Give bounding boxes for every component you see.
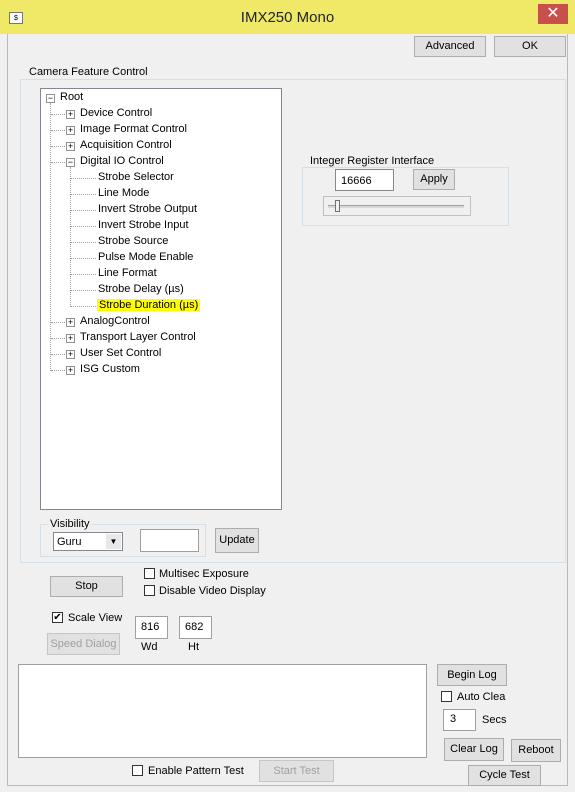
window-title: IMX250 Mono xyxy=(240,9,335,26)
tree-node-pulse-mode-enable[interactable]: Pulse Mode Enable xyxy=(98,251,194,263)
expand-icon[interactable]: + xyxy=(67,333,74,343)
register-slider[interactable] xyxy=(323,196,471,216)
tree-node-strobe-selector[interactable]: Strobe Selector xyxy=(98,171,174,183)
stop-button[interactable]: Stop xyxy=(50,576,123,597)
tree-node-device-control[interactable]: Device Control xyxy=(80,107,153,119)
tree-line xyxy=(71,290,96,291)
tree-node-line-mode[interactable]: Line Mode xyxy=(98,187,150,199)
register-group-label: Integer Register Interface xyxy=(310,155,435,167)
tree-node-user-set-control[interactable]: User Set Control xyxy=(80,347,162,359)
tree-node-strobe-source[interactable]: Strobe Source xyxy=(98,235,169,247)
tree-line xyxy=(51,130,65,131)
tree-line xyxy=(71,258,96,259)
visibility-text-input[interactable] xyxy=(140,529,199,552)
cycle-test-button[interactable]: Cycle Test xyxy=(468,765,541,786)
slider-track xyxy=(328,205,464,208)
slider-thumb[interactable] xyxy=(335,200,340,212)
app-icon: $ xyxy=(9,12,23,24)
tree-line xyxy=(50,103,51,371)
collapse-icon[interactable]: − xyxy=(47,93,54,103)
pattern-test-label: Enable Pattern Test xyxy=(148,765,244,777)
camera-feature-group-label: Camera Feature Control xyxy=(29,66,148,78)
width-label: Wd xyxy=(141,641,158,653)
tree-line xyxy=(71,242,96,243)
expand-icon[interactable]: + xyxy=(67,317,74,327)
update-button[interactable]: Update xyxy=(215,528,259,553)
tree-line xyxy=(71,306,96,307)
tree-line xyxy=(51,370,65,371)
tree-line xyxy=(51,338,65,339)
disable-video-checkbox[interactable] xyxy=(144,585,155,596)
tree-node-transport-layer-control[interactable]: Transport Layer Control xyxy=(80,331,196,343)
auto-clear-label: Auto Clea xyxy=(457,691,506,703)
close-button[interactable]: ✕ xyxy=(538,4,568,24)
speed-dialog-button[interactable]: Speed Dialog xyxy=(47,633,120,655)
chevron-down-icon[interactable]: ▼ xyxy=(106,534,121,549)
height-label: Ht xyxy=(188,641,199,653)
secs-label: Secs xyxy=(482,714,507,726)
register-value-input[interactable]: 16666 xyxy=(335,169,394,191)
visibility-group-label: Visibility xyxy=(50,518,90,530)
tree-node-isg-custom[interactable]: ISG Custom xyxy=(80,363,140,375)
multisec-label: Multisec Exposure xyxy=(159,568,249,580)
tree-line xyxy=(70,167,71,307)
tree-line xyxy=(71,210,96,211)
tree-line xyxy=(51,322,65,323)
tree-line xyxy=(71,226,96,227)
tree-node-strobe-duration-s[interactable]: Strobe Duration (µs) xyxy=(99,299,199,311)
tree-line xyxy=(71,194,96,195)
tree-node-image-format-control[interactable]: Image Format Control xyxy=(80,123,187,135)
collapse-icon[interactable]: − xyxy=(67,157,74,167)
tree-line xyxy=(51,162,65,163)
visibility-select[interactable] xyxy=(53,532,123,551)
tree-node-acquisition-control[interactable]: Acquisition Control xyxy=(80,139,172,151)
tree-node-strobe-delay-s[interactable]: Strobe Delay (µs) xyxy=(98,283,184,295)
scale-view-label: Scale View xyxy=(68,612,123,624)
begin-log-button[interactable]: Begin Log xyxy=(437,664,507,686)
secs-input[interactable]: 3 xyxy=(443,709,476,731)
auto-clear-checkbox[interactable] xyxy=(441,691,452,702)
tree-node-invert-strobe-output[interactable]: Invert Strobe Output xyxy=(98,203,198,215)
feature-tree[interactable] xyxy=(40,88,282,510)
expand-icon[interactable]: + xyxy=(67,109,74,119)
tree-node-analogcontrol[interactable]: AnalogControl xyxy=(80,315,150,327)
expand-icon[interactable]: + xyxy=(67,141,74,151)
tree-node-line-format[interactable]: Line Format xyxy=(98,267,157,279)
expand-icon[interactable]: + xyxy=(67,365,74,375)
tree-line xyxy=(71,274,96,275)
expand-icon[interactable]: + xyxy=(67,125,74,135)
multisec-checkbox[interactable] xyxy=(144,568,155,579)
title-bar xyxy=(0,0,575,34)
scale-view-checkbox[interactable] xyxy=(52,612,63,623)
tree-line xyxy=(51,146,65,147)
check-mark-icon: ✔ xyxy=(53,612,62,623)
clear-log-button[interactable]: Clear Log xyxy=(444,738,504,761)
log-textarea[interactable] xyxy=(18,664,427,758)
expand-icon[interactable]: + xyxy=(67,349,74,359)
pattern-test-checkbox[interactable] xyxy=(132,765,143,776)
apply-button[interactable]: Apply xyxy=(413,169,455,190)
visibility-selected: Guru xyxy=(57,536,82,548)
ok-button[interactable]: OK xyxy=(494,36,566,57)
height-input[interactable]: 682 xyxy=(179,616,212,639)
tree-line xyxy=(71,178,96,179)
tree-line xyxy=(51,354,65,355)
tree-node-root[interactable]: Root xyxy=(60,91,84,103)
advanced-button[interactable]: Advanced xyxy=(414,36,486,57)
disable-video-label: Disable Video Display xyxy=(159,585,266,597)
tree-node-digital-io-control[interactable]: Digital IO Control xyxy=(80,155,164,167)
reboot-button[interactable]: Reboot xyxy=(511,739,561,762)
tree-node-invert-strobe-input[interactable]: Invert Strobe Input xyxy=(98,219,189,231)
start-test-button[interactable]: Start Test xyxy=(259,760,334,782)
tree-line xyxy=(51,114,65,115)
width-input[interactable]: 816 xyxy=(135,616,168,639)
